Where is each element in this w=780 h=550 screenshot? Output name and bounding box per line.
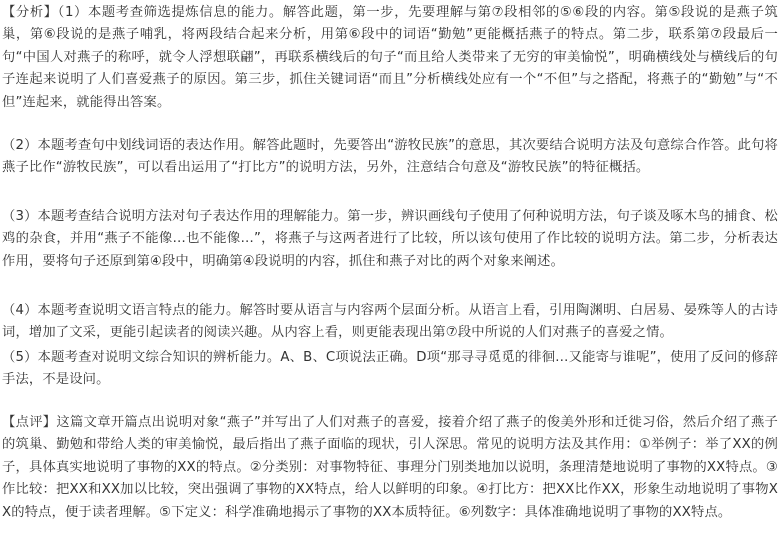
analysis-paragraph-4: （4）本题考查说明文语言特点的能力。解答时要从语言与内容两个层面分析。从语言上看，引用陶渊明、白居易、晏殊等人的古诗词，增加了文采，更能引起读者的阅读兴趣。从内容上看，则更能表现出第⑦段中所说的人们对燕子的喜爱之情。 bbox=[2, 303, 778, 341]
analysis-paragraph-3: （3）本题考查结合说明方法对句子表达作用的理解能力。第一步，辨识画线句子使用了何种说明方法，句子谈及啄木鸟的捕食、松鸡的杂食，并用“燕子不能像…也不能像…”，将燕子与这两者进行了比较，所以该句使用了作比较的说明方法。第二步，分析表达作用，要将句子还原到第④段中，明确第④段说明的内容，抓住和燕子对比的两个对象来阐述。 bbox=[2, 209, 778, 269]
comment-text: 这篇文章开篇点出说明对象“燕子”并写出了人们对燕子的喜爱，接着介绍了燕子的俊美外形和迁徙习俗，然后介绍了燕子的筑巢、勤勉和带给人类的审美愉悦，最后指出了燕子面临的现状，引人深思。常见的说明方法及其作用：①举例子：举了XX的例子，具体真实地说明了事物的XX的特点。②分类别：对事物特征、事理分门别类地加以说明，条理清楚地说明了事物的XX特点。③作比较：把XX和XX加以比较，突出强调了事物的XX特点，给人以鲜明的印象。④打比方：把XX比作XX，形象生动地说明了事物XX的特点，便于读者理解。⑤下定义：科学准确地揭示了事物的XX本质特征。⑥列数字：具体准确地说明了事物的XX特点。 bbox=[2, 415, 778, 520]
comment-paragraph bbox=[2, 412, 778, 524]
analysis-paragraph-1 bbox=[2, 2, 778, 114]
analysis-paragraph-5: （5）本题考查对说明文综合知识的辨析能力。A、B、C项说法正确。D项“那寻寻觅觅的徘徊…又能寄与谁呢”，使用了反问的修辞手法，不是设问。 bbox=[2, 350, 778, 388]
analysis-paragraph-2: （2）本题考查句中划线词语的表达作用。解答此题时，先要答出“游牧民族”的意思，其次要结合说明方法及句意综合作答。此句将燕子比作“游牧民族”，可以看出运用了“打比方”的说明方法，另外，注意结合句意及“游牧民族”的特征概括。 bbox=[2, 138, 778, 176]
analysis-item-1-text: （1）本题考查筛选提炼信息的能力。解答此题，第一步，先要理解与第⑦段相邻的⑤⑥段的内容。第⑤段说的是燕子筑巢，第⑥段说的是燕子哺乳，将两段结合起来分析，用第⑥段中的词语“勤勉”更能概括燕子的特点。第二步，联系第⑦段最后一句“中国人对燕子的称呼，就令人浮想联翩”，再联系横线后的句子“而且给人类带来了无穷的审美愉悦”，明确横线处与横线后的句子连起来说明了人们喜爱燕子的原因。第三步，抓住关键词语“而且”分析横线处应有一个“不但”与之搭配，将燕子的“勤勉”与“不但”连起来，就能得出答案。 bbox=[2, 5, 779, 110]
comment-label: 【点评】 bbox=[2, 415, 57, 430]
analysis-label: 【分析】 bbox=[2, 5, 58, 20]
